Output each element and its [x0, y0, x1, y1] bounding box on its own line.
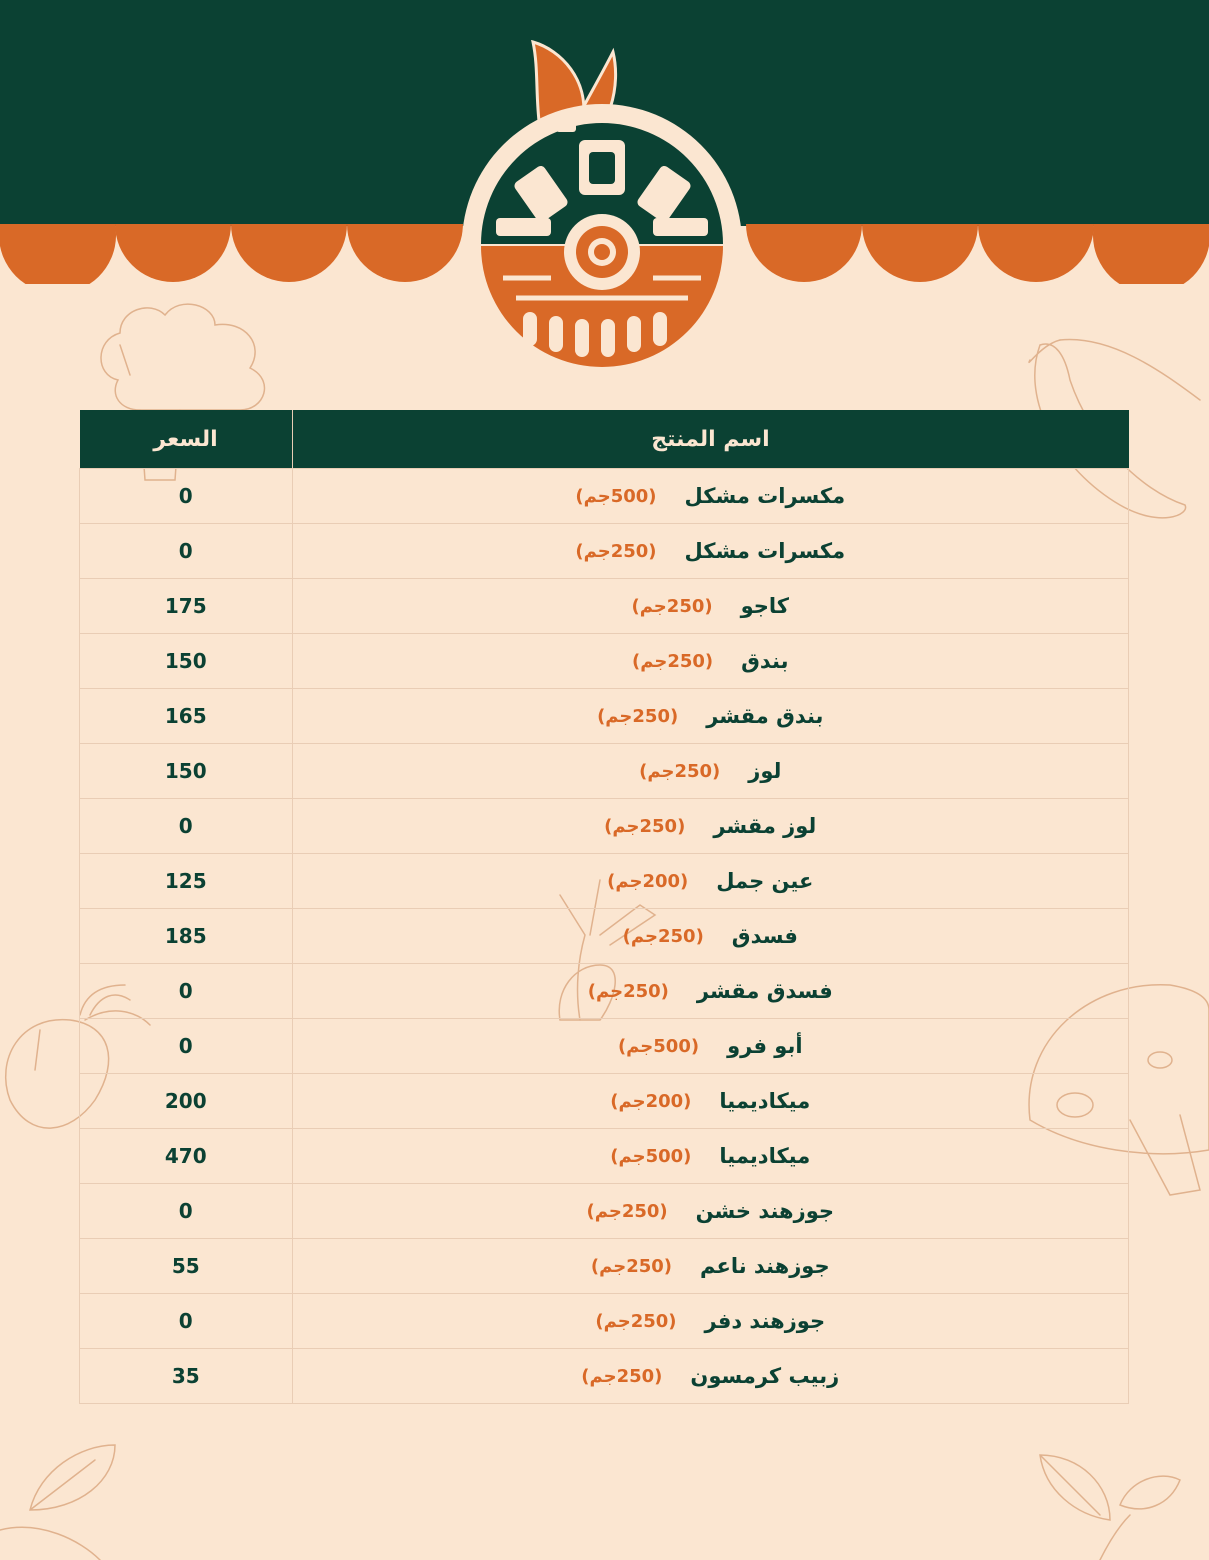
- product-name-group: [632, 649, 789, 673]
- product-cell: [292, 1349, 1129, 1404]
- product-name-group: [588, 979, 833, 1003]
- table-row: [80, 854, 1129, 909]
- product-weight: (250جم): [597, 705, 679, 727]
- table-row: [80, 1019, 1129, 1074]
- table-row: [80, 909, 1129, 964]
- product-name-group: [575, 484, 845, 508]
- price-cell: 175: [80, 579, 293, 634]
- price-cell: 470: [80, 1129, 293, 1184]
- product-column-header: اسم المنتج: [292, 410, 1129, 469]
- product-cell: [292, 469, 1129, 524]
- product-name-group: [604, 814, 816, 838]
- product-weight: (250جم): [587, 980, 669, 1002]
- table-body: [80, 469, 1129, 1404]
- product-cell: [292, 964, 1129, 1019]
- price-column-header: السعر: [80, 410, 293, 469]
- product-name: لوز: [748, 759, 782, 783]
- product-weight: (250جم): [631, 650, 714, 672]
- price-cell: 0: [80, 964, 293, 1019]
- table-row: [80, 964, 1129, 1019]
- product-name-group: [623, 924, 798, 948]
- price-cell: 0: [80, 1184, 293, 1239]
- product-name: بندق مقشر: [706, 704, 824, 728]
- price-cell: 0: [80, 1019, 293, 1074]
- leaf-doodle-right: [1040, 1455, 1110, 1520]
- product-weight: (250جم): [631, 595, 713, 617]
- table-row: [80, 1239, 1129, 1294]
- product-name-group: [591, 1254, 830, 1278]
- product-name: مكسرات مشكل: [684, 539, 846, 563]
- table-row: [80, 1349, 1129, 1404]
- product-weight: (200جم): [607, 870, 689, 892]
- price-cell: 0: [80, 524, 293, 579]
- price-cell: 0: [80, 1294, 293, 1349]
- product-name: كاجو: [740, 594, 790, 618]
- table-row: [80, 579, 1129, 634]
- price-cell: 200: [80, 1074, 293, 1129]
- table-row: [80, 1294, 1129, 1349]
- product-name: ميكاديميا: [719, 1144, 811, 1168]
- table-row: [80, 689, 1129, 744]
- product-weight: (200جم): [610, 1090, 692, 1112]
- product-weight: (250جم): [639, 760, 721, 782]
- product-name-group: [595, 1309, 825, 1333]
- product-name-group: [586, 1199, 834, 1223]
- table-row: [80, 744, 1129, 799]
- product-cell: [292, 744, 1129, 799]
- price-cell: 35: [80, 1349, 293, 1404]
- product-weight: (250جم): [581, 1365, 663, 1387]
- product-name: أبو فرو: [727, 1034, 803, 1058]
- leaf-doodle-left: [30, 1445, 115, 1510]
- product-cell: [292, 689, 1129, 744]
- product-cell: [292, 854, 1129, 909]
- product-weight: (500جم): [610, 1145, 692, 1167]
- brand-logo: [461, 40, 743, 385]
- product-name-group: [581, 1364, 839, 1388]
- price-cell: 0: [80, 469, 293, 524]
- product-name: عين جمل: [716, 869, 814, 893]
- table-row: [80, 634, 1129, 689]
- product-name: زبيب كرمسون: [690, 1364, 840, 1388]
- product-weight: (250جم): [586, 1200, 668, 1222]
- product-cell: [292, 1019, 1129, 1074]
- price-cell: 165: [80, 689, 293, 744]
- product-weight: (500جم): [575, 485, 657, 507]
- price-cell: 0: [80, 799, 293, 854]
- table-row: [80, 469, 1129, 524]
- product-weight: (500جم): [617, 1035, 700, 1057]
- table-row: [80, 1184, 1129, 1239]
- product-name-group: [597, 704, 823, 728]
- product-name: فسدق مقشر: [696, 979, 833, 1003]
- product-cell: [292, 1129, 1129, 1184]
- price-cell: 150: [80, 634, 293, 689]
- product-weight: (250جم): [604, 815, 686, 837]
- product-name-group: [575, 539, 845, 563]
- product-name-group: [639, 759, 781, 783]
- price-cell: 55: [80, 1239, 293, 1294]
- product-name: لوز مقشر: [713, 814, 817, 838]
- product-name-group: [618, 1034, 803, 1058]
- table-row: [80, 1129, 1129, 1184]
- price-cell: 125: [80, 854, 293, 909]
- broccoli-doodle: [101, 304, 264, 410]
- table-row: [80, 524, 1129, 579]
- product-cell: [292, 1184, 1129, 1239]
- product-name: ميكاديميا: [719, 1089, 811, 1113]
- table-header-row: [80, 410, 1129, 469]
- table-row: [80, 1074, 1129, 1129]
- product-cell: [292, 1239, 1129, 1294]
- product-cell: [292, 1074, 1129, 1129]
- product-name-group: [610, 1089, 810, 1113]
- product-name: مكسرات مشكل: [684, 484, 846, 508]
- product-name: بندق: [741, 649, 789, 673]
- price-cell: 185: [80, 909, 293, 964]
- table-row: [80, 799, 1129, 854]
- product-name-group: [610, 1144, 810, 1168]
- price-table: [79, 410, 1129, 1404]
- product-weight: (250جم): [590, 1255, 673, 1277]
- product-cell: [292, 634, 1129, 689]
- product-cell: [292, 524, 1129, 579]
- product-weight: (250جم): [575, 540, 657, 562]
- product-name: جوزهند ناعم: [700, 1254, 830, 1278]
- product-cell: [292, 909, 1129, 964]
- product-name: جوزهند خشن: [695, 1199, 834, 1223]
- product-name: فسدق: [731, 924, 798, 948]
- product-name-group: [631, 594, 789, 618]
- product-cell: [292, 579, 1129, 634]
- product-cell: [292, 799, 1129, 854]
- product-weight: (250جم): [622, 925, 704, 947]
- price-cell: 150: [80, 744, 293, 799]
- product-cell: [292, 1294, 1129, 1349]
- product-weight: (250جم): [595, 1310, 677, 1332]
- product-name: جوزهند دفر: [704, 1309, 826, 1333]
- product-name-group: [607, 869, 813, 893]
